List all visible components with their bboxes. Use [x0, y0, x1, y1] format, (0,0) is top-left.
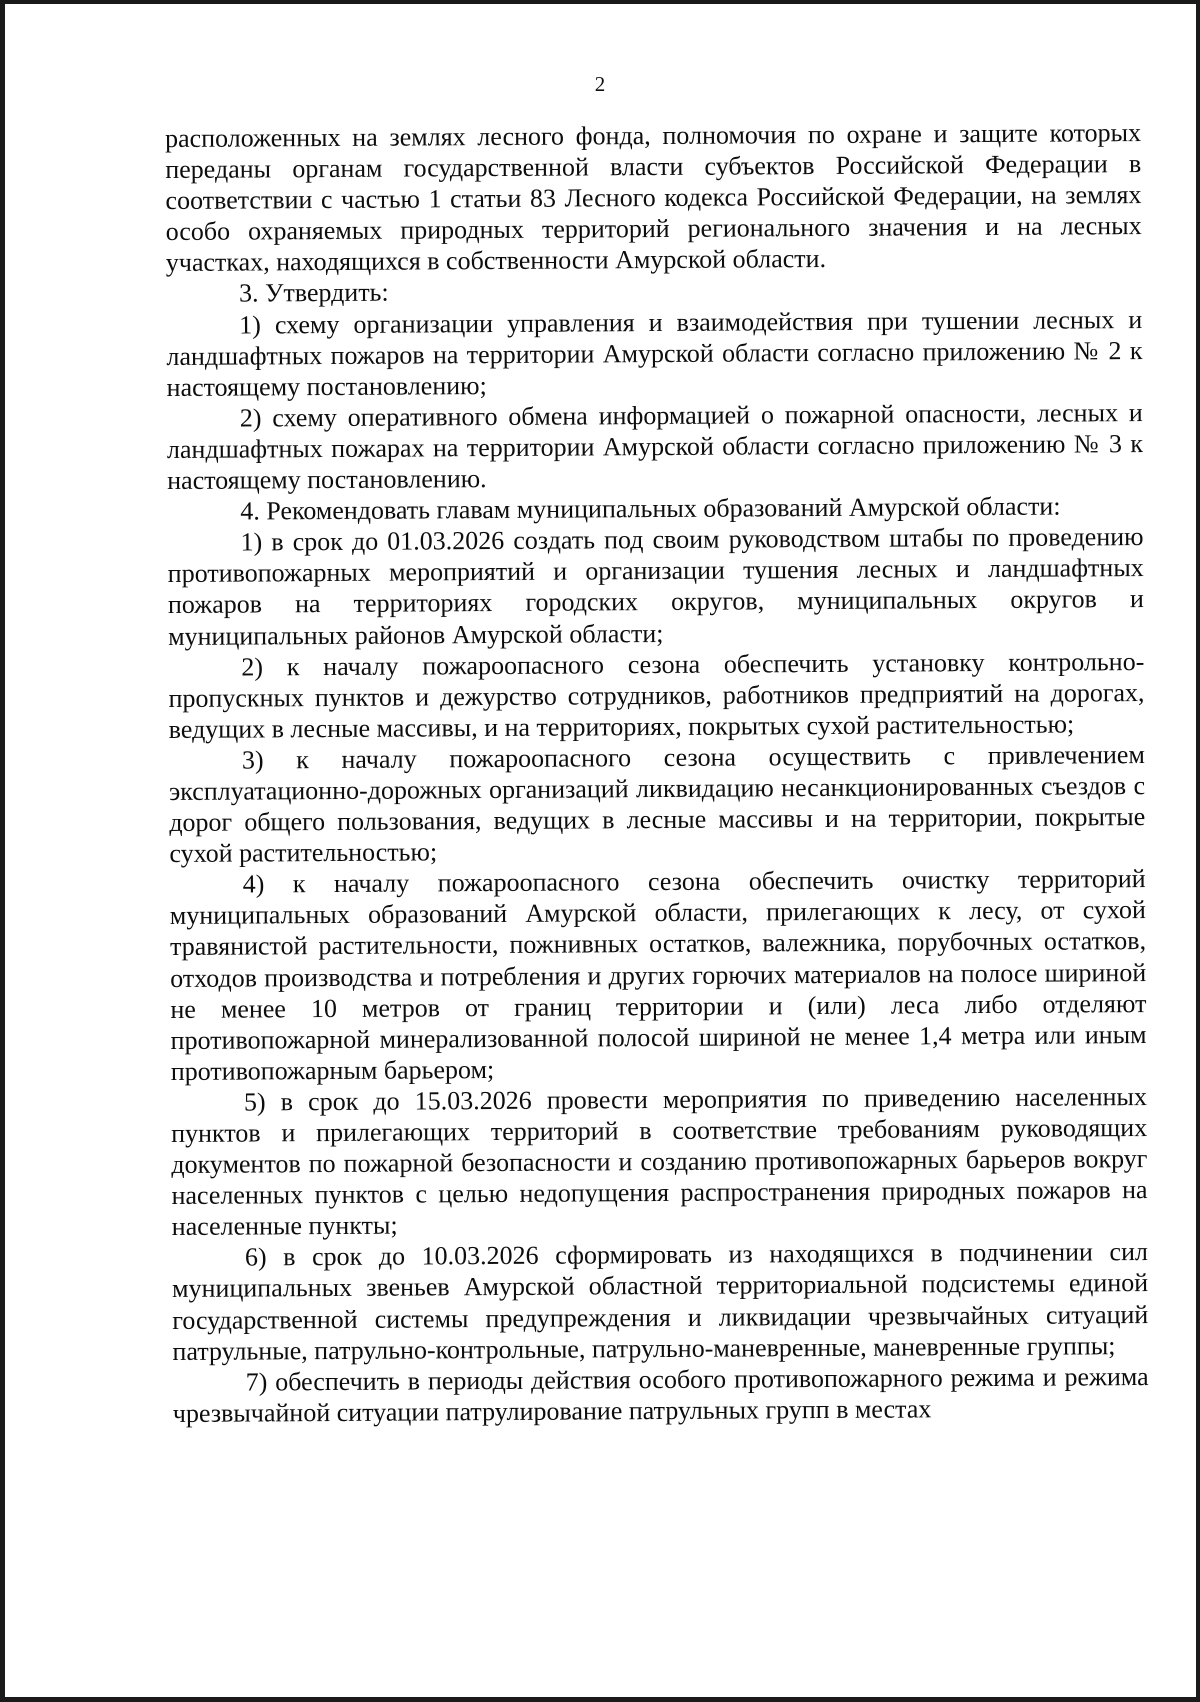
- paragraph: 5) в срок до 15.03.2026 провести мероприятия по приведению населенных пунктов и прилегающих территорий в соответствие требованиям руководящих документов по пожарной безопасности и созданию противопожарных барьеров вокруг населенных пунктов с целью недопущения распространения природных пожаров на населенные пункты;: [171, 1081, 1148, 1242]
- scan-border-left: [0, 0, 5, 1702]
- paragraph: 6) в срок до 10.03.2026 сформировать из находящихся в подчинении сил муниципальных звеньев Амурской областной территориальной подсистемы единой государственной системы предупреждения и ликвидации чрезвычайных ситуаций патрульные, патрульно-контрольные, патрульно-маневренные, маневренные группы;: [172, 1237, 1149, 1366]
- paragraph: расположенных на землях лесного фонда, полномочия по охране и защите которых переданы органам государственной власти субъектов Российской Федерации в соответствии с частью 1 статьи 83 Лесного кодекса Российской Федерации, на землях особо охраняемых природных территорий регионального значения и на лесных участках, находящихся в собственности Амурской области.: [165, 118, 1142, 278]
- paragraph: 3. Утвердить:: [238, 278, 389, 309]
- paragraph: 4) к началу пожароопасного сезона обеспечить очистку территорий муниципальных образований Амурской области, прилегающих к лесу, от сухой травянистой растительности, пожнивных остатков, валежника, порубочных остатков, отходов производства и потребления и других горючих материалов на полосе шириной не менее 10 метров от границ территории и (или) леса либо отделяют противопожарной минерализованной полосой шириной не менее 1,4 метра или иным противопожарным барьером;: [169, 864, 1147, 1086]
- page-number: 2: [594, 72, 606, 96]
- paragraph: 2) схему оперативного обмена информацией о пожарной опасности, лесных и ландшафтных пожарах на территории Амурской области согласно приложению № 3 к настоящему постановлению.: [166, 397, 1144, 496]
- paragraph: 1) в срок до 01.03.2026 создать под своим руководством штабы по проведению противопожарных мероприятий и организации тушения лесных и ландшафтных пожаров на территориях городских округов, муниципальных округов и муниципальных районов Амурской области;: [167, 522, 1145, 651]
- scan-border-right: [1196, 0, 1200, 1702]
- paragraph: 1) схему организации управления и взаимодействия при тушении лесных и ландшафтных пожаров на территории Амурской области согласно приложению № 2 к настоящему постановлению;: [166, 304, 1143, 402]
- document-body: [165, 117, 1149, 1429]
- paragraph: 4. Рекомендовать главам муниципальных образований Амурской области:: [240, 491, 1061, 526]
- paragraph: 2) к началу пожароопасного сезона обеспечить установку контрольно-пропускных пунктов и дежурство сотрудников, работников предприятий на дорогах, ведущих в лесные массивы, и на территориях, покрытых сухой растительностью;: [168, 646, 1145, 744]
- paragraph: 3) к началу пожароопасного сезона осуществить с привлечением эксплуатационно-дорожных организаций ликвидацию несанкционированных съездов с дорог общего пользования, ведущих в лесные массивы и на территории, покрытые сухой растительностью;: [168, 739, 1146, 869]
- scan-border-top: [0, 0, 1200, 4]
- paragraph: 7) обеспечить в периоды действия особого противопожарного режима и режима чрезвычайной ситуации патрулирование патрульных групп в местах: [172, 1361, 1149, 1428]
- scan-border-bottom: [0, 1697, 1200, 1702]
